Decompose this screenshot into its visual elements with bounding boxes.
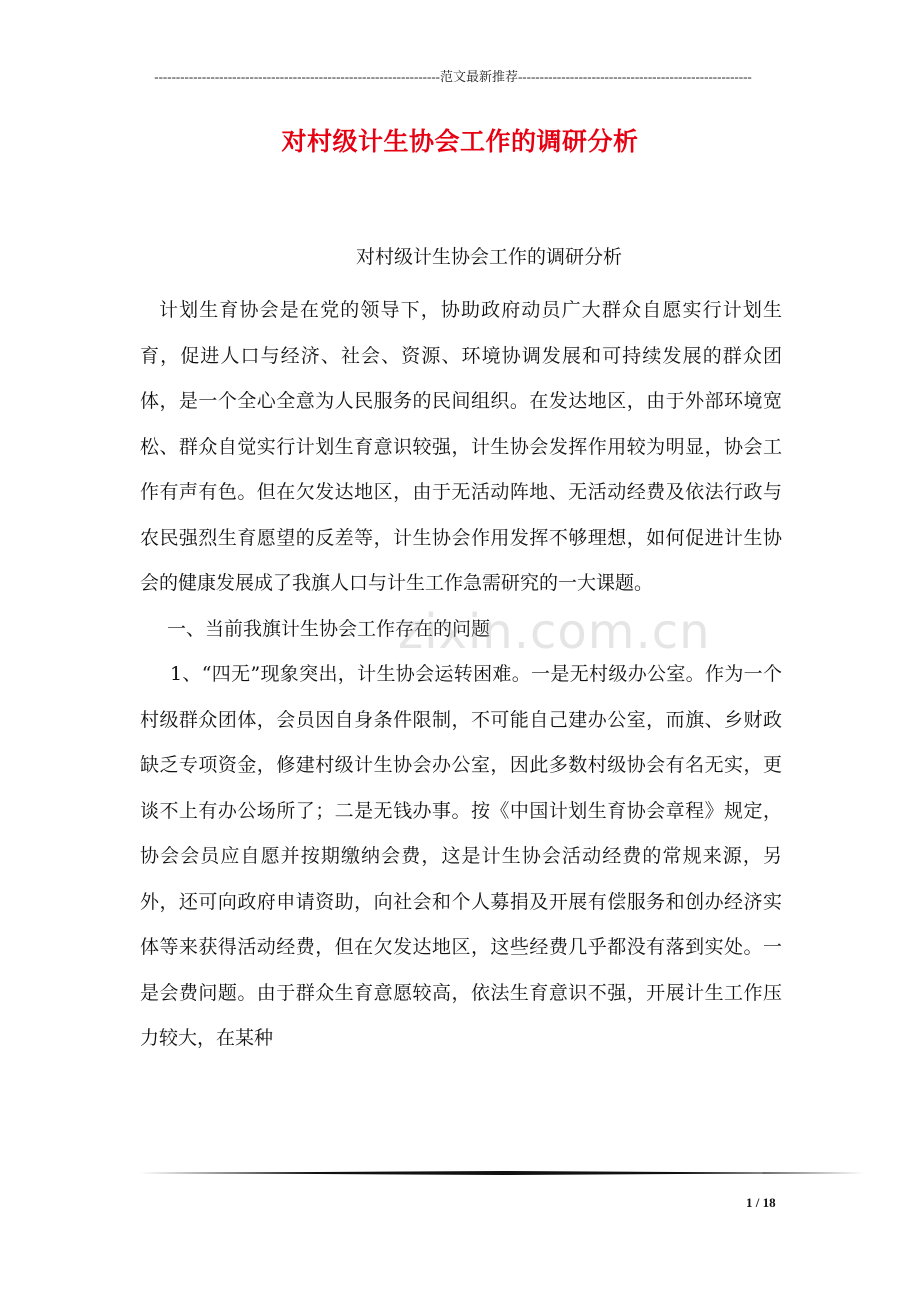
document-body [140,288,782,1062]
footer-rule [140,1171,864,1175]
paragraph-problems: 1、“四无”现象突出，计生协会运转困难。一是无村级办公室。作为一个村级群众团体，会员因自身条件限制，不可能自己建办公室，而旗、乡财政缺乏专项资金，修建村级计生协会办公室，因此多数村级协会有名无实，更谈不上有办公场所了；二是无钱办事。按《中国计划生育协会章程》规定，协会会员应自愿并按期缴纳会费，这是计生协会活动经费的常规来源，另外，还可向政府申请资助，向社会和个人募捐及开展有偿服务和创办经济实体等来获得活动经费，但在欠发达地区，这些经费几乎都没有落到实处。一是会费问题。由于群众生育意愿较高，依法生育意识不强，开展计生工作压力较大，在某种 [140,663,782,1049]
paragraph-intro: 计划生育协会是在党的领导下，协助政府动员广大群众自愿实行计划生育，促进人口与经济、社会、资源、环境协调发展和可持续发展的群众团体，是一个全心全意为人民服务的民间组织。在发达地区，由于外部环境宽松、群众自觉实行计划生育意识较强，计生协会发挥作用较为明显，协会工作有声有色。但在欠发达地区，由于无活动阵地、无活动经费及依法行政与农民强烈生育愿望的反差等，计生协会作用发挥不够理想，如何促进计生协会的健康发展成了我旗人口与计生工作急需研究的一大课题。 [140,299,782,594]
document-title: 对村级计生协会工作的调研分析 [281,127,639,156]
section-heading: 一、当前我旗计生协会工作存在的问题 [167,617,491,640]
document-subtitle: 对村级计生协会工作的调研分析 [355,246,622,268]
watermark: zixin.com.cn [398,604,711,660]
page-number: 1 / 18 [746,1195,776,1210]
page-header: ------------------------------------------------------------------范文最新推荐------------------------------------------------------ [154,69,752,84]
